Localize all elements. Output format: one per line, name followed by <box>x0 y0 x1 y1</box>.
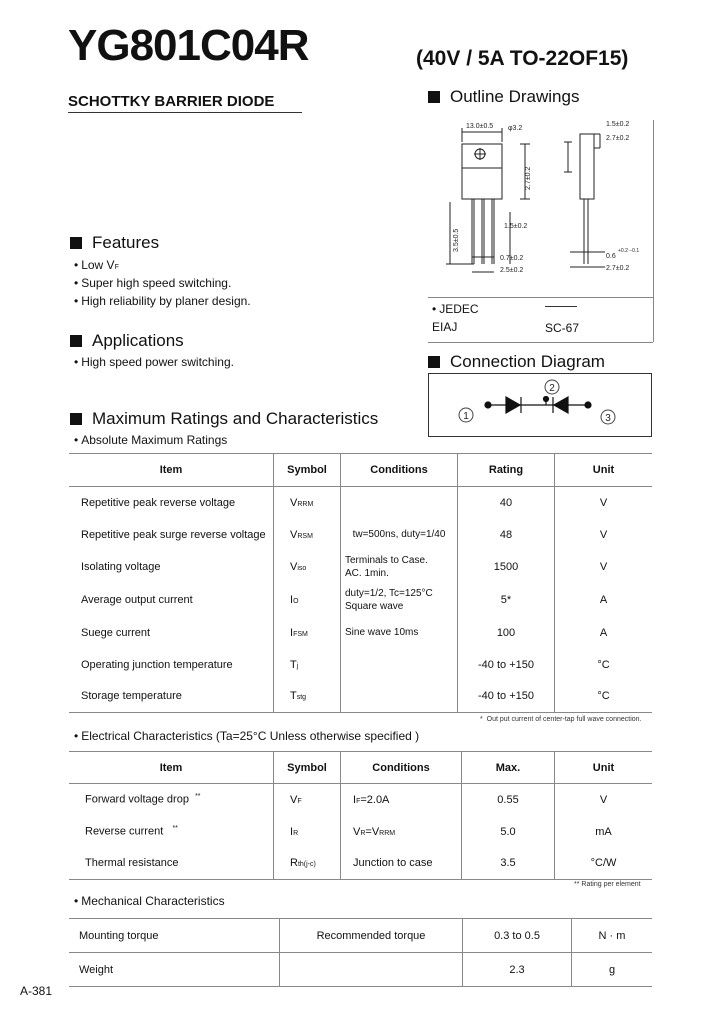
outline-frame-right <box>653 120 654 342</box>
table-row: Repetitive peak reverse voltage VRRM 40 V <box>69 487 652 519</box>
square-bullet-icon <box>428 91 440 103</box>
table-row: Average output current IO duty=1/2, Tc=125°C Square wave 5* A <box>69 584 652 617</box>
feature-item: • High reliability by planer design. <box>74 295 251 307</box>
mechanical-table <box>69 918 652 987</box>
col-conditions: Conditions <box>341 752 462 784</box>
max-ratings-heading: Maximum Ratings and Characteristics <box>70 410 378 427</box>
table-row: Isolating voltage Viso Terminals to Case. AC. 1min. 1500 V <box>69 551 652 584</box>
table-row: Forward voltage drop ** VF IF=2.0A 0.55 V <box>69 784 652 816</box>
square-bullet-icon <box>70 237 82 249</box>
part-number: YG801C04R <box>68 21 309 70</box>
dim-thick2: 2.7±0.2 <box>606 265 630 272</box>
package-body-front <box>462 144 502 199</box>
application-item: • High speed power switching. <box>74 356 234 368</box>
connection-diagram <box>428 373 652 437</box>
col-item: Item <box>69 454 274 487</box>
table-row: Suege current IFSM Sine wave 10ms 100 A <box>69 617 652 649</box>
applications-heading: Applications <box>70 332 184 349</box>
dim-thick: 0.6 <box>606 253 616 260</box>
package-body-side <box>580 134 594 199</box>
spec-summary: (40V / 5A TO-22OF15) <box>416 47 629 70</box>
table-row: Storage temperature Tstg -40 to +150 °C <box>69 681 652 713</box>
table-row: Mounting torque Recommended torque 0.3 to 0.5 N · m <box>69 919 652 953</box>
connection-heading: Connection Diagram <box>428 353 605 370</box>
col-max: Max. <box>462 752 555 784</box>
col-symbol: Symbol <box>274 454 341 487</box>
outline-frame-divider <box>428 297 653 298</box>
dim-thick-tol: +0.2 −0.1 <box>618 248 640 254</box>
feature-item: • Low VF <box>74 259 119 271</box>
dim-lead-t: 2.7±0.2 <box>606 135 630 142</box>
col-unit: Unit <box>592 761 615 774</box>
dim-tab: 1.5±0.2 <box>606 121 630 128</box>
pin-1-label: 1 <box>463 411 469 422</box>
dim-hole: φ3.2 <box>508 125 523 132</box>
jedec-value-dash <box>545 306 577 307</box>
mechanical-heading: • Mechanical Characteristics <box>74 895 225 907</box>
square-bullet-icon <box>70 335 82 347</box>
outline-drawing <box>430 112 660 292</box>
abs-max-subheading: • Absolute Maximum Ratings <box>74 434 227 446</box>
jedec-label: • JEDEC <box>432 303 479 315</box>
diode-right-icon <box>554 397 568 413</box>
max-ratings-note: * Out put current of center-tap full wave connection. <box>480 716 642 723</box>
device-type-underline <box>68 112 302 113</box>
outline-frame-bottom <box>428 342 653 343</box>
table-row: Repetitive peak surge reverse voltage VRSM tw=500ns, duty=1/40 48 V <box>69 519 652 551</box>
max-ratings-table <box>69 453 652 713</box>
pin-2-label: 2 <box>549 383 555 394</box>
feature-item: • Super high speed switching. <box>74 277 231 289</box>
col-item: Item <box>69 752 274 784</box>
dim-body-h: 2.7±0.2 <box>525 166 532 190</box>
table-row: Reverse current ** IR VR=VRRM 5.0 mA <box>69 816 652 848</box>
pin-3-dot <box>585 402 591 408</box>
col-conditions: Conditions <box>341 454 458 487</box>
col-symbol: Symbol <box>274 752 341 784</box>
outline-heading: Outline Drawings <box>428 88 579 105</box>
eiaj-label: EIAJ <box>432 320 458 334</box>
table-row: Operating junction temperature Tj -40 to +150 °C <box>69 649 652 681</box>
table-row: Weight 2.3 g <box>69 953 652 987</box>
dim-lead-w: 0.7±0.2 <box>500 255 524 262</box>
electrical-note: ** Rating per element <box>574 881 641 888</box>
pin-1-dot <box>485 402 491 408</box>
electrical-table <box>69 751 652 880</box>
table-row: Thermal resistance Rth(j-c) Junction to case 3.5 °C/W <box>69 848 652 880</box>
dim-lead-h: 1.5±0.2 <box>504 223 528 230</box>
pin-3-label: 3 <box>605 413 611 424</box>
square-bullet-icon <box>70 413 82 425</box>
col-rating: Rating <box>458 454 555 487</box>
features-heading: Features <box>70 234 159 251</box>
square-bullet-icon <box>428 356 440 368</box>
eiaj-value: SC-67 <box>545 321 580 335</box>
dim-width: 13.0±0.5 <box>466 123 494 130</box>
diode-left-icon <box>506 397 520 413</box>
dim-pitch: 2.5±0.2 <box>500 267 524 274</box>
dim-lead-l: 3.5±0.5 <box>453 228 460 252</box>
device-type: SCHOTTKY BARRIER DIODE <box>68 93 275 110</box>
electrical-heading: • Electrical Characteristics (Ta=25°C Unless otherwise specified ) <box>74 730 419 742</box>
page-number: A-381 <box>20 984 53 998</box>
col-unit: Unit <box>592 464 615 476</box>
